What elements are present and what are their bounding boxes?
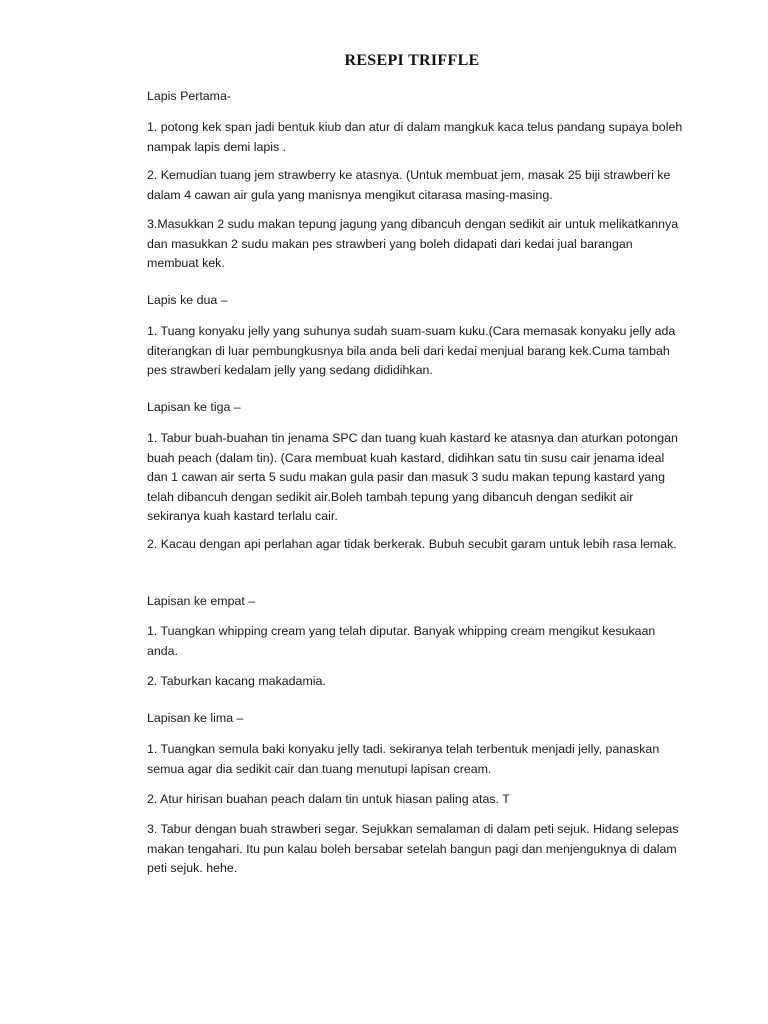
section-heading-lapisan-ke-tiga: Lapisan ke tiga – [147, 400, 241, 414]
paragraph-step: 2. Kemudian tuang jem strawberry ke atasnya. (Untuk membuat jem, masak 25 biji strawberi ke dalam 4 cawan air gula yang manisnya mengikut citarasa masing-masing. [147, 168, 671, 202]
paragraph-step: 2. Taburkan kacang makadamia. [147, 674, 326, 688]
paragraph-step: 1. Tuang konyaku jelly yang suhunya sudah suam-suam kuku.(Cara memasak konyaku jelly ada diterangkan di luar pembungkusnya bila anda beli dari kedai menjual barang kek.Cuma tambah pes strawberi kedalam jelly yang sedang dididihkan. [147, 324, 676, 377]
paragraph-step: 3.Masukkan 2 sudu makan tepung jagung yang dibancuh dengan sedikit air untuk melikatkannya dan masukkan 2 sudu makan pes strawberi yang boleh didapati dari kedai jual barangan membuat kek. [147, 217, 679, 270]
paragraph-step: 1. Tabur buah-buahan tin jenama SPC dan tuang kuah kastard ke atasnya dan aturkan potongan buah peach (dalam tin). (Cara membuat kuah kastard, didihkan satu tin susu cair jenama ideal dan 1 cawan air serta 5 sudu makan gula pasir dan masuk 3 sudu makan tepung kastard yang telah dibancuh dengan sedikit air.Boleh tambah tepung yang dibancuh dengan sedikit air sekiranya kuah kastard terlalu cair. [147, 431, 678, 523]
paragraph-step: 1. potong kek span jadi bentuk kiub dan atur di dalam mangkuk kaca telus pandang supaya boleh nampak lapis demi lapis . [147, 120, 683, 154]
section-heading-lapisan-ke-lima: Lapisan ke lima – [147, 711, 244, 725]
paragraph-step: 3. Tabur dengan buah strawberi segar. Sejukkan semalaman di dalam peti sejuk. Hidang selepas makan tengahari. Itu pun kalau boleh bersabar setelah bangun pagi dan menjenguknya di dalam peti sejuk. hehe. [147, 822, 679, 875]
section-heading-lapisan-ke-empat: Lapisan ke empat – [147, 594, 256, 608]
paragraph-step: 1. Tuangkan semula baki konyaku jelly tadi. sekiranya telah terbentuk menjadi jelly, panaskan semua agar dia sedikit cair dan tuang menutupi lapisan cream. [147, 742, 660, 776]
paragraph-step: 1. Tuangkan whipping cream yang telah diputar. Banyak whipping cream mengikut kesukaan anda. [147, 624, 656, 658]
section-heading-lapis-pertama: Lapis Pertama- [147, 89, 232, 103]
paragraph-step: 2. Atur hirisan buahan peach dalam tin untuk hiasan paling atas. T [147, 792, 510, 806]
paragraph-step: 2. Kacau dengan api perlahan agar tidak berkerak. Bubuh secubit garam untuk lebih rasa lemak. [147, 537, 677, 551]
section-heading-lapis-ke-dua: Lapis ke dua – [147, 293, 228, 307]
document-title: RESEPI TRIFFLE [344, 52, 480, 69]
